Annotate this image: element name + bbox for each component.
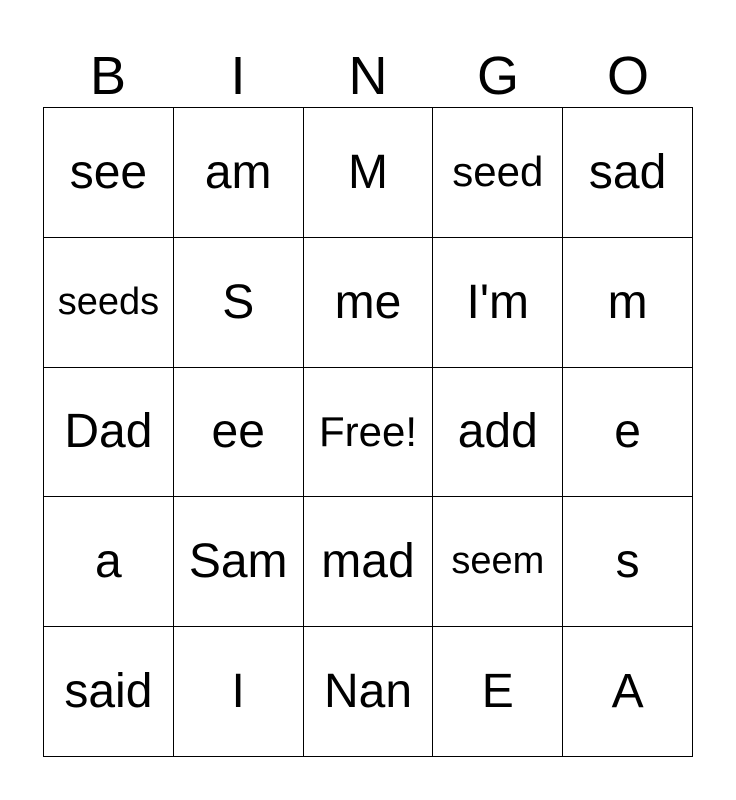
bingo-cell[interactable]: A [563,627,693,757]
bingo-cell[interactable]: E [433,627,563,757]
bingo-cell[interactable]: mad [304,497,434,627]
bingo-cell[interactable]: Dad [44,368,174,498]
bingo-cell[interactable]: see [44,108,174,238]
bingo-cell[interactable]: M [304,108,434,238]
bingo-cell[interactable]: Nan [304,627,434,757]
bingo-cell[interactable]: Sam [174,497,304,627]
bingo-header [43,44,693,108]
bingo-cell[interactable]: sad [563,108,693,238]
bingo-cell[interactable]: seeds [44,238,174,368]
bingo-cell[interactable]: me [304,238,434,368]
bingo-cell[interactable]: m [563,238,693,368]
free-space-cell[interactable]: Free! [304,368,434,498]
bingo-cell[interactable]: a [44,497,174,627]
bingo-cell[interactable]: said [44,627,174,757]
bingo-cell[interactable]: s [563,497,693,627]
bingo-cell[interactable]: I [174,627,304,757]
header-letter-g: G [476,46,519,106]
header-letter-o: O [606,46,649,106]
bingo-cell[interactable]: add [433,368,563,498]
header-letter-b: B [89,46,127,106]
bingo-cell[interactable]: e [563,368,693,498]
bingo-cell[interactable]: ee [174,368,304,498]
header-letter-n: N [348,46,388,106]
bingo-cell[interactable]: seem [433,497,563,627]
bingo-cell[interactable]: am [174,108,304,238]
bingo-cell[interactable]: S [174,238,304,368]
header-letter-i: I [230,46,246,106]
bingo-cell[interactable]: seed [433,108,563,238]
bingo-cell[interactable]: I'm [433,238,563,368]
bingo-board [43,107,693,757]
